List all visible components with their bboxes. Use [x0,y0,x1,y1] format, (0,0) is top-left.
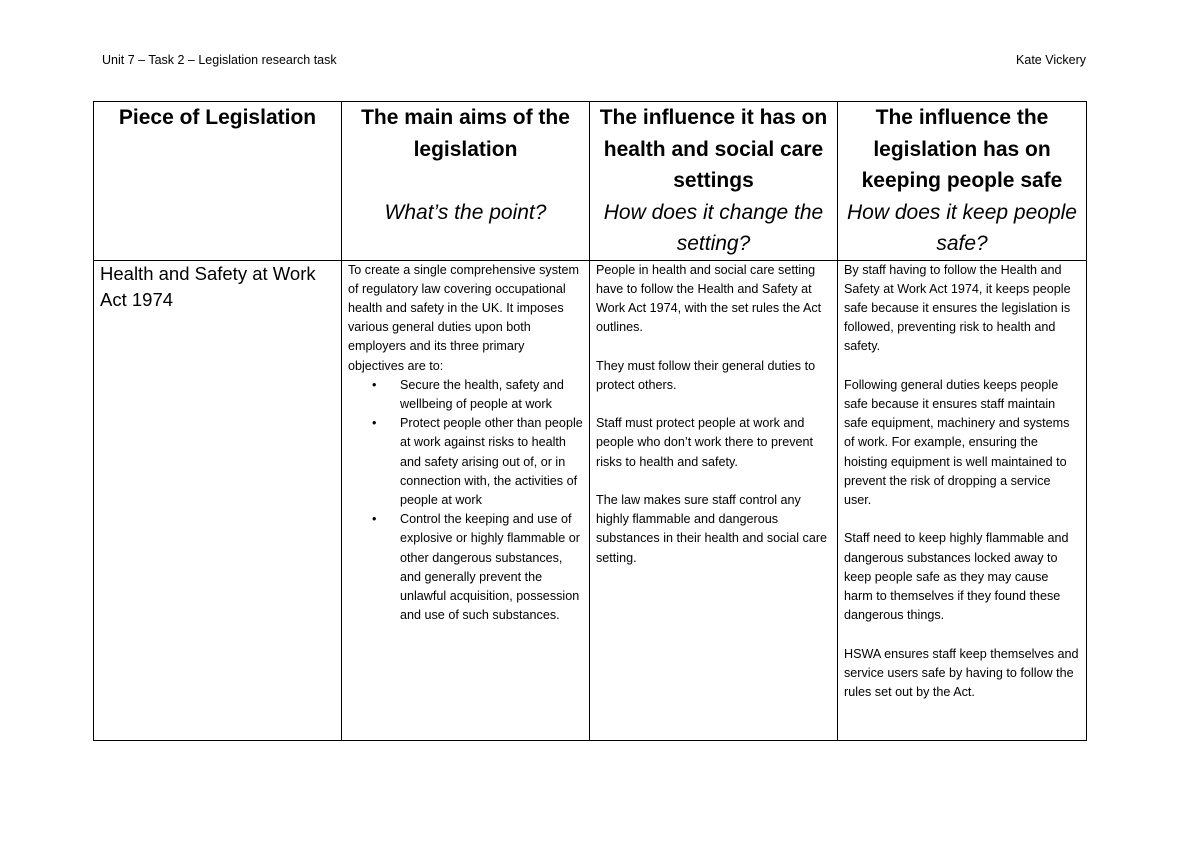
column-title: The influence it has on health and social care settings [599,106,828,192]
paragraph: Staff need to keep highly flammable and dangerous substances locked away to keep people safe as they may cause harm to themselves if they found these dangerous things. [844,531,1069,623]
column-header-aims [342,102,590,261]
aims-cell [342,260,590,740]
column-subtitle: What’s the point? [384,200,547,224]
table-row [94,260,1087,740]
list-item: • Control the keeping and use of explosive or highly flammable or other dangerous substances, and generally prevent the unlawful acquisition, possession and use of such substances. [372,512,580,623]
document-header-author: Kate Vickery [1016,53,1086,67]
column-header-legislation [94,102,342,261]
column-title: The main aims of the legislation [361,106,570,161]
column-title: The influence the legislation has on keeping people safe [861,106,1063,192]
list-item: • Protect people other than people at work against risks to health and safety arising out of, or in connection with, the activities of people at work [372,416,583,507]
bullet-icon: • [372,512,377,527]
legislation-name: Health and Safety at Work Act 1974 [94,260,342,740]
bullet-icon: • [372,416,377,431]
paragraph: By staff having to follow the Health and Safety at Work Act 1974, it keeps people safe because it ensures the legislation is followed, preventing risk to health and safety. [844,262,1071,354]
paragraph: They must follow their general duties to protect others. [596,358,816,392]
paragraph: The law makes sure staff control any highly flammable and dangerous substances in their health and social care setting. [596,492,828,565]
paragraph: People in health and social care setting have to follow the Health and Safety at Work Act 1974, with the set rules the Act outlines. [596,262,822,335]
table-header-row [94,102,1087,261]
safety-cell [838,260,1087,740]
paragraph: Following general duties keeps people safe because it ensures staff maintain safe equipment, machinery and systems of work. For example, ensuring the hoisting equipment is well maintained to prevent the risk of dropping a service user. [844,377,1070,507]
column-subtitle: How does it change the setting? [603,200,824,255]
column-header-influence [590,102,838,261]
document-header-title: Unit 7 – Task 2 – Legislation research task [102,53,337,67]
paragraph: Staff must protect people at work and people who don’t work there to prevent risks to health and safety. [596,416,814,469]
list-item: • Secure the health, safety and wellbeing of people at work [372,377,564,411]
column-header-safety [838,102,1087,261]
bullet-icon: • [372,377,377,392]
objectives-list [348,376,583,626]
influence-cell [590,260,838,740]
column-title: Piece of Legislation [118,106,317,129]
aims-intro: To create a single comprehensive system of regulatory law covering occupational health and safety in the UK. It imposes various general duties upon both employers and its three primary objectives are to: [348,262,579,373]
paragraph: HSWA ensures staff keep themselves and service users safe by having to follow the rules set out by the Act. [844,646,1079,699]
column-subtitle: How does it keep people safe? [847,200,1077,255]
legislation-table [93,101,1087,741]
